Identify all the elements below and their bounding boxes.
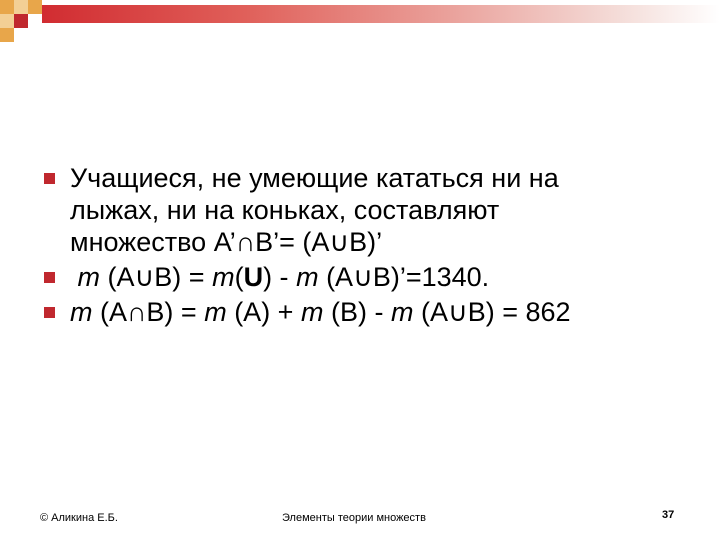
square-bullet-icon (44, 272, 55, 283)
footer-author: © Аликина Е.Б. (40, 512, 118, 524)
bullet-list (44, 162, 694, 331)
bullet-line: Учащиеся, не умеющие кататься ни на (70, 163, 559, 193)
page-number: 37 (662, 509, 675, 521)
bullet-line: множество A’∩B’= (A∪B)’ (70, 227, 383, 257)
footer-title: Элементы теории множеств (282, 512, 426, 524)
decor-square (14, 0, 28, 14)
decor-square (0, 28, 14, 42)
formula-line: m (A∪B) = m(U) - m (A∪B)’=1340. (77, 262, 490, 292)
square-bullet-icon (44, 307, 55, 318)
bullet-line: лыжах, ни на коньках, составляют (70, 195, 500, 225)
bullet-item (44, 261, 694, 293)
bullet-item (44, 296, 694, 328)
decor-square (0, 0, 14, 14)
header-gradient-band (42, 5, 720, 23)
bullet-item (44, 162, 694, 258)
square-bullet-icon (44, 173, 55, 184)
decor-square (0, 14, 14, 28)
decor-square (28, 0, 42, 14)
formula-line: m (A∩B) = m (A) + m (B) - m (A∪B) = 862 (70, 297, 571, 327)
decor-square (14, 14, 28, 28)
